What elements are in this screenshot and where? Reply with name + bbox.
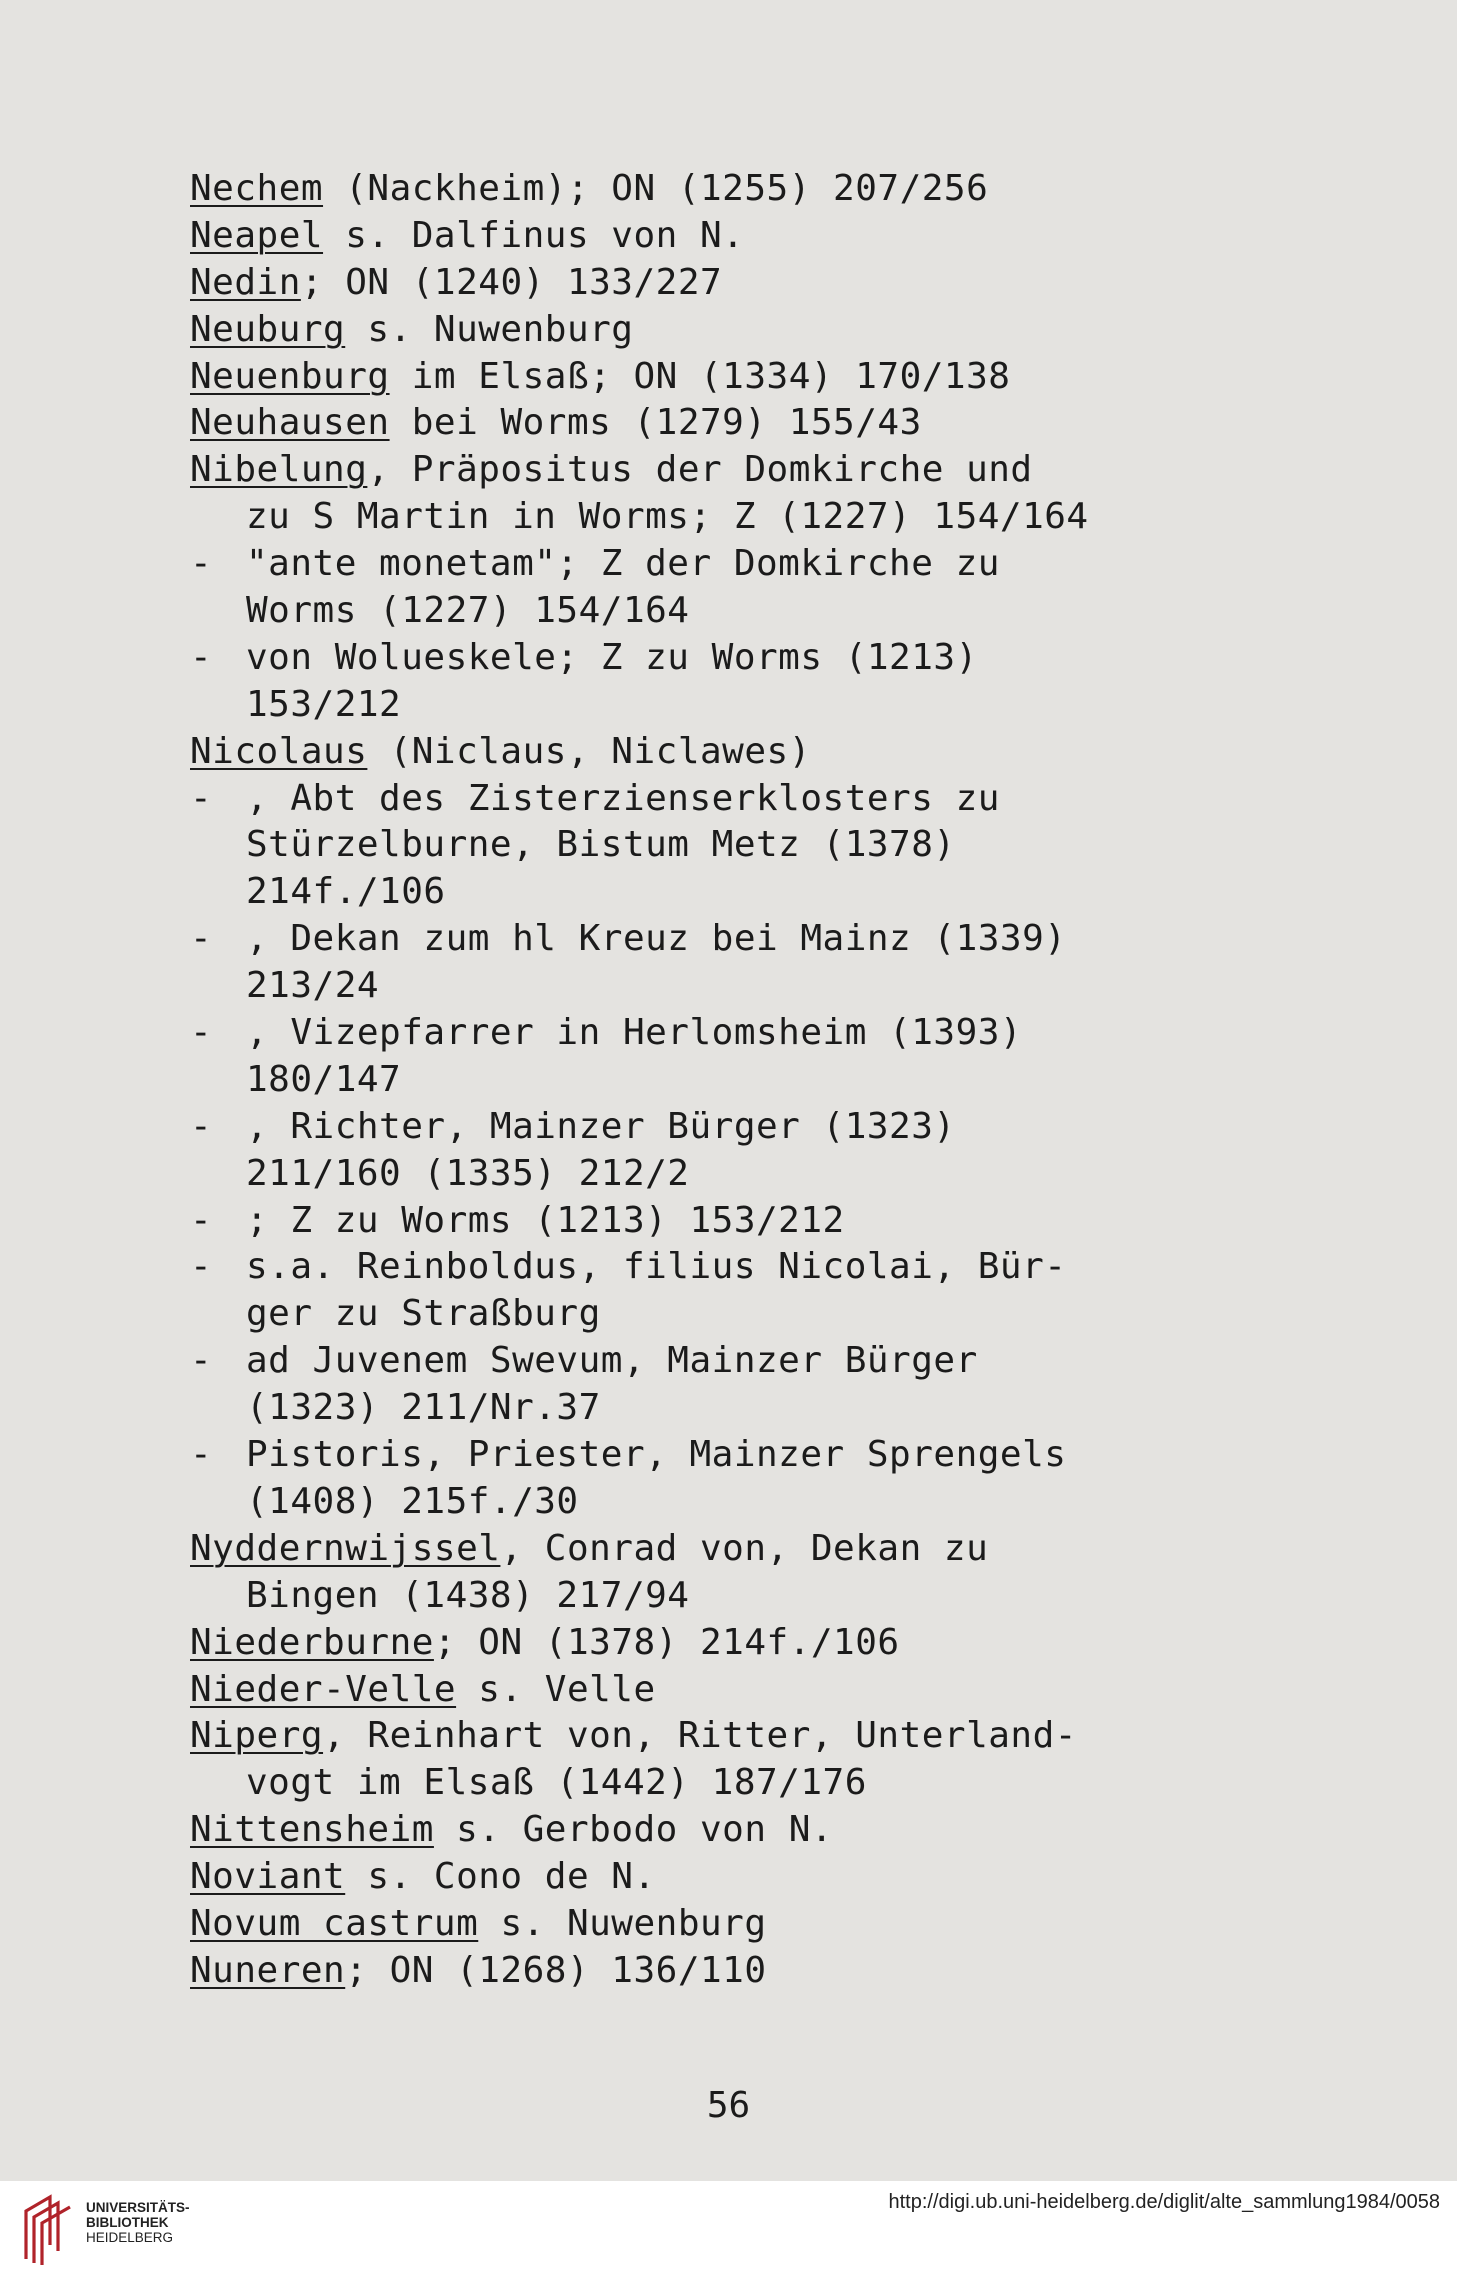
entry-line bbox=[190, 588, 1089, 635]
entry-line bbox=[190, 1807, 1089, 1854]
entry-text: , Vizepfarrer in Herlomsheim (1393) bbox=[246, 1012, 1023, 1054]
entry-text: ; ON (1268) 136/110 bbox=[345, 1949, 767, 1991]
entry-text: s. Nuwenburg bbox=[345, 308, 634, 350]
entry-line bbox=[190, 354, 1089, 401]
entry-line bbox=[190, 1104, 1089, 1151]
entry-text: ger zu Straßburg bbox=[246, 1293, 601, 1335]
entry-text: s. Gerbodo von N. bbox=[433, 1809, 834, 1851]
library-name bbox=[86, 2200, 190, 2245]
entry-line bbox=[190, 1713, 1089, 1760]
entry-text: s. Nuwenburg bbox=[478, 1902, 767, 1944]
entry-line bbox=[190, 1479, 1089, 1526]
entry-text: ; Z zu Worms (1213) 153/212 bbox=[246, 1199, 845, 1241]
entry-text: 214f./106 bbox=[246, 871, 446, 913]
entry-line bbox=[190, 1854, 1089, 1901]
entry-text: Pistoris, Priester, Mainzer Sprengels bbox=[246, 1434, 1067, 1476]
entry-dash: - bbox=[190, 1012, 213, 1054]
entry-headword: Nyddernwijssel bbox=[190, 1527, 501, 1569]
page-number: 56 bbox=[706, 2085, 751, 2126]
entry-line bbox=[190, 541, 1089, 588]
entry-text: s. Velle bbox=[456, 1668, 656, 1710]
entry-dash: - bbox=[190, 1340, 213, 1382]
entry-line bbox=[190, 1620, 1089, 1667]
entry-line bbox=[190, 1385, 1089, 1432]
entry-text: (Niclaus, Niclawes) bbox=[367, 730, 811, 772]
entry-line bbox=[190, 447, 1089, 494]
entry-headword: Novum castrum bbox=[190, 1902, 479, 1944]
entry-text: Stürzelburne, Bistum Metz (1378) bbox=[246, 824, 956, 866]
entry-line bbox=[190, 1573, 1089, 1620]
entry-line bbox=[190, 260, 1089, 307]
entry-line bbox=[190, 635, 1089, 682]
entry-line bbox=[190, 1760, 1089, 1807]
entry-text: (Nackheim); ON (1255) 207/256 bbox=[323, 168, 989, 209]
entry-text: , Reinhart von, Ritter, Unterland- bbox=[323, 1715, 1077, 1757]
entry-line bbox=[190, 682, 1089, 729]
entry-line bbox=[190, 869, 1089, 916]
library-name-line1: UNIVERSITÄTS- bbox=[86, 2200, 190, 2215]
entry-line bbox=[190, 400, 1089, 447]
entry-line bbox=[190, 1057, 1089, 1104]
entry-text: (1323) 211/Nr.37 bbox=[246, 1387, 601, 1429]
entry-text: ad Juvenem Swevum, Mainzer Bürger bbox=[246, 1340, 978, 1382]
entry-line bbox=[190, 1901, 1089, 1948]
index-entries bbox=[190, 166, 1089, 1995]
entry-headword: Noviant bbox=[190, 1856, 346, 1898]
entry-line bbox=[190, 1244, 1089, 1291]
entry-text: "ante monetam"; Z der Domkirche zu bbox=[246, 543, 1000, 585]
library-logo-icon bbox=[20, 2193, 78, 2265]
entry-dash: - bbox=[190, 543, 213, 585]
entry-text: , Dekan zum hl Kreuz bei Mainz (1339) bbox=[246, 918, 1067, 960]
entry-line bbox=[190, 963, 1089, 1010]
entry-headword: Nieder-Velle bbox=[190, 1668, 457, 1710]
entry-text: (1408) 215f./30 bbox=[246, 1480, 579, 1522]
entry-line bbox=[190, 1432, 1089, 1479]
entry-dash: - bbox=[190, 1199, 213, 1241]
entry-text: Worms (1227) 154/164 bbox=[246, 590, 690, 632]
entry-line bbox=[190, 307, 1089, 354]
entry-line bbox=[190, 1198, 1089, 1245]
entry-headword: Nuneren bbox=[190, 1949, 346, 1991]
entry-dash: - bbox=[190, 1246, 213, 1288]
entry-line bbox=[190, 1291, 1089, 1338]
entry-headword: Nechem bbox=[190, 168, 324, 209]
entry-dash: - bbox=[190, 777, 213, 819]
entry-text: Bingen (1438) 217/94 bbox=[246, 1574, 690, 1616]
entry-line bbox=[190, 213, 1089, 260]
entry-text: zu S Martin in Worms; Z (1227) 154/164 bbox=[246, 496, 1089, 538]
entry-text: bei Worms (1279) 155/43 bbox=[389, 402, 922, 444]
entry-dash: - bbox=[190, 1105, 213, 1147]
entry-text: von Wolueskele; Z zu Worms (1213) bbox=[246, 636, 978, 678]
entry-line bbox=[190, 822, 1089, 869]
entry-dash: - bbox=[190, 918, 213, 960]
entry-headword: Neuenburg bbox=[190, 355, 390, 397]
entry-line bbox=[190, 916, 1089, 963]
entry-text: , Präpositus der Domkirche und bbox=[367, 449, 1033, 491]
entry-text: 180/147 bbox=[246, 1058, 402, 1100]
entry-line bbox=[190, 1948, 1089, 1995]
entry-headword: Niederburne bbox=[190, 1621, 434, 1663]
entry-headword: Nedin bbox=[190, 261, 301, 303]
source-url[interactable]: http://digi.ub.uni-heidelberg.de/diglit/alte_sammlung1984/0058 bbox=[888, 2191, 1440, 2213]
entry-headword: Niperg bbox=[190, 1715, 324, 1757]
entry-headword: Neuburg bbox=[190, 308, 346, 350]
entry-text: s.a. Reinboldus, filius Nicolai, Bür- bbox=[246, 1246, 1067, 1288]
entry-text: , Abt des Zisterzienserklosters zu bbox=[246, 777, 1000, 819]
entry-headword: Neuhausen bbox=[190, 402, 390, 444]
entry-headword: Nittensheim bbox=[190, 1809, 434, 1851]
entry-text: ; ON (1378) 214f./106 bbox=[433, 1621, 900, 1663]
entry-dash: - bbox=[190, 636, 213, 678]
entry-line bbox=[190, 1010, 1089, 1057]
entry-headword: Nibelung bbox=[190, 449, 368, 491]
entry-line bbox=[190, 1667, 1089, 1714]
entry-line bbox=[190, 729, 1089, 776]
entry-text: s. Dalfinus von N. bbox=[323, 214, 745, 256]
entry-text: im Elsaß; ON (1334) 170/138 bbox=[389, 355, 1011, 397]
entry-line bbox=[190, 776, 1089, 823]
entry-text: s. Cono de N. bbox=[345, 1856, 656, 1898]
entry-headword: Neapel bbox=[190, 214, 324, 256]
entry-dash: - bbox=[190, 1434, 213, 1476]
entry-text: , Conrad von, Dekan zu bbox=[500, 1527, 989, 1569]
entry-line bbox=[190, 494, 1089, 541]
entry-text: 211/160 (1335) 212/2 bbox=[246, 1152, 690, 1194]
entry-line bbox=[190, 1526, 1089, 1573]
entry-text: 153/212 bbox=[246, 683, 402, 725]
library-name-line3: HEIDELBERG bbox=[86, 2230, 174, 2245]
entry-text: 213/24 bbox=[246, 965, 380, 1007]
entry-line bbox=[190, 166, 1089, 213]
library-name-line2: BIBLIOTHEK bbox=[86, 2215, 169, 2230]
entry-text: , Richter, Mainzer Bürger (1323) bbox=[246, 1105, 956, 1147]
entry-text: ; ON (1240) 133/227 bbox=[300, 261, 723, 303]
entry-line bbox=[190, 1338, 1089, 1385]
entry-line bbox=[190, 1151, 1089, 1198]
entry-text: vogt im Elsaß (1442) 187/176 bbox=[246, 1762, 867, 1804]
entry-headword: Nicolaus bbox=[190, 730, 368, 772]
